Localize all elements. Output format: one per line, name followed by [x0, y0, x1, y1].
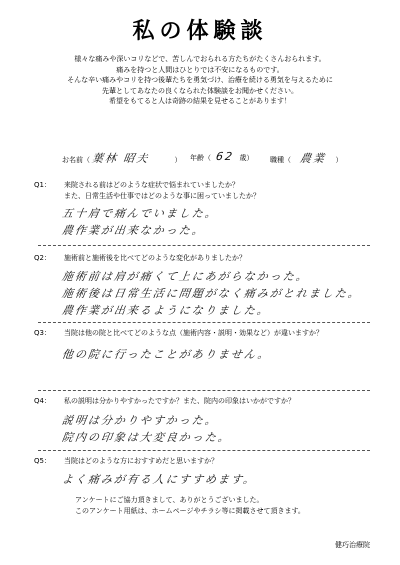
intro-line: 痛みを持つと人間はひとりでは不安になるものです。 — [116, 65, 284, 74]
answer-line: 農作業が出来るようになりました。 — [61, 304, 271, 317]
age-value: 62 — [215, 150, 236, 163]
question-number: Q2： — [34, 254, 51, 262]
name-label: お名前（ — [62, 156, 90, 164]
intro-line: 様々な痛みや深いコリなどで、苦しんでおられる方たちがたくさんおられます。 — [74, 55, 326, 63]
answer-line: 施術前は肩が痛くて上にあがらなかった。 — [61, 270, 310, 283]
job-field — [270, 150, 342, 166]
answer-line: 院内の印象は大変良かった。 — [61, 431, 232, 444]
job-close: ） — [335, 156, 343, 164]
question-number: Q5： — [34, 457, 51, 465]
question-text: 当院は他の院と比べてどのような点（施術内容・説明・効果など）が違いますか？ — [64, 329, 323, 337]
divider — [38, 450, 370, 451]
divider — [38, 245, 370, 246]
question-number: Q3： — [34, 329, 51, 337]
answer-line: 農作業が出来なかった。 — [61, 224, 206, 237]
footer-line: このアンケート用紙は、ホームページやチラシ等に掲載させて頂きます。 — [75, 507, 305, 515]
footer-note — [75, 495, 305, 517]
divider — [38, 390, 370, 391]
intro-line: 希望をもてると人は奇跡の結果を見せることがあります！ — [109, 97, 291, 106]
name-close: ） — [174, 156, 182, 164]
question-text: 私の説明は分かりやすかったですか？また、院内の印象はいかがですか？ — [64, 397, 295, 405]
intro-text — [0, 54, 400, 107]
clinic-name: 健巧治療院 — [335, 541, 370, 549]
age-field — [190, 150, 253, 163]
question-text: また、日常生活や仕事ではどのような事に困っていましたか？ — [64, 191, 260, 200]
question-5 — [34, 456, 374, 467]
divider — [38, 322, 370, 323]
answer-line: 説明は分かりやすかった。 — [61, 414, 219, 427]
question-2 — [34, 253, 374, 264]
answer-line: よく痛みが有る人にすすめます。 — [61, 473, 258, 486]
page-title: 私の体験談 — [132, 19, 268, 44]
question-4 — [34, 396, 374, 407]
answer-line: 五十肩で痛んでいました。 — [61, 207, 219, 220]
age-unit: 歳） — [239, 154, 254, 162]
answer-line: 施術後は日常生活に問題がなく痛みがとれました。 — [61, 287, 362, 300]
job-label: 職種（ — [270, 156, 291, 164]
question-text: 当院はどのような方におすすめだと思いますか？ — [64, 457, 219, 465]
age-label: 年齢（ — [190, 154, 211, 162]
question-1 — [34, 180, 374, 201]
question-3 — [34, 328, 374, 339]
intro-line: そんな辛い痛みやコリを持つ後輩たちを勇気づけ、治療を続ける勇気を与えるために — [67, 76, 333, 85]
name-value: 葉林 昭夫 — [91, 152, 151, 165]
question-number: Q4： — [34, 397, 51, 405]
question-text: 来院される前はどのような症状で悩まれていましたか？ — [64, 181, 239, 189]
footer-line: アンケートにご協力頂きまして、ありがとうございました。 — [75, 496, 264, 504]
answer-line: 他の院に行ったことがありません。 — [61, 348, 272, 361]
question-text: 施術前と施術後を比べてどのような変化がありましたか？ — [64, 254, 246, 262]
intro-line: 先輩としてあなたの良くなられた体験談をお聞かせください。 — [102, 86, 298, 95]
name-field — [62, 150, 181, 166]
question-number: Q1： — [34, 181, 51, 189]
job-value: 農業 — [299, 152, 328, 165]
